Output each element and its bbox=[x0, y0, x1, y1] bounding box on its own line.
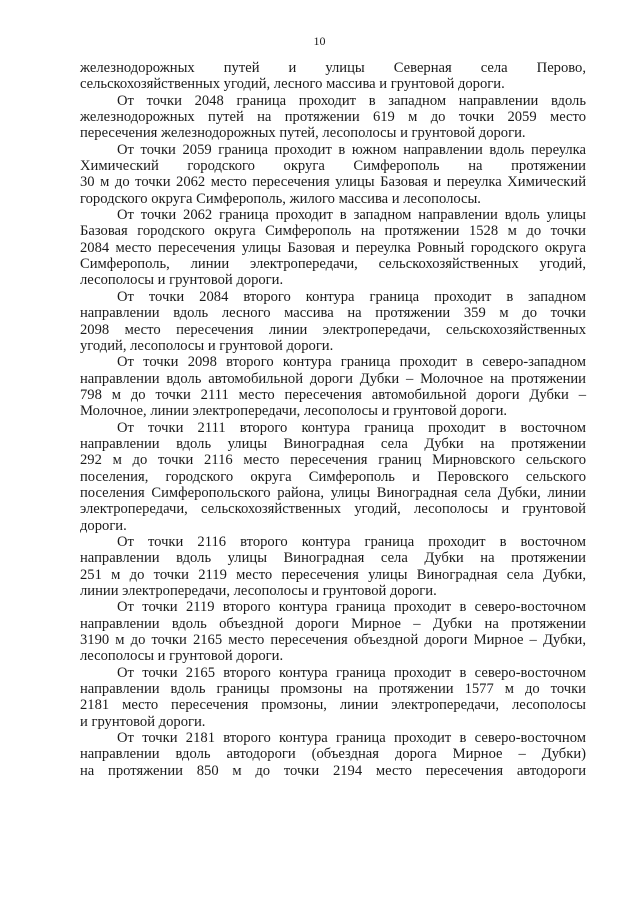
document-body bbox=[80, 60, 586, 779]
text-line: Симферополь, линии электропередачи, сельскохозяйственных угодий, bbox=[80, 256, 586, 273]
text-line: лесополосы и грунтовой дороги. bbox=[80, 648, 284, 665]
text-line: 798 м до точки 2111 место пересечения автомобильной дороги Дубки – bbox=[80, 386, 586, 403]
text-line: поселения Симферопольского района, улицы Виноградная села Дубки, линии bbox=[80, 484, 586, 501]
text-line: направлении вдоль улицы Виноградная села Дубки на протяжении bbox=[80, 435, 586, 452]
text-line: направлении вдоль лесного массива на протяжении 359 м до точки bbox=[80, 305, 586, 322]
paragraph bbox=[80, 289, 586, 354]
paragraph bbox=[80, 534, 586, 599]
text-line: железнодорожных путей и улицы Северная села Перово, bbox=[80, 60, 586, 76]
paragraph bbox=[80, 93, 586, 142]
text-line: городского округа Симферополь, жилого массива и лесополосы. bbox=[80, 190, 481, 207]
text-line: Химический городского округа Симферополь на протяжении bbox=[80, 158, 586, 175]
text-line: От точки 2098 второго контура граница проходит в северо-западном bbox=[117, 354, 586, 371]
text-line: От точки 2062 граница проходит в западном направлении вдоль улицы bbox=[117, 207, 586, 224]
text-line: От точки 2165 второго контура граница проходит в северо-восточном bbox=[117, 664, 586, 681]
text-line: От точки 2111 второго контура граница проходит в восточном bbox=[117, 419, 586, 436]
paragraph bbox=[80, 730, 586, 779]
paragraph bbox=[80, 420, 586, 534]
text-line: 2181 место пересечения промзоны, линии электропередачи, лесополосы bbox=[80, 697, 586, 714]
text-line: электропередачи, сельскохозяйственных угодий, лесополосы и грунтовой bbox=[80, 501, 586, 518]
text-line: угодий, лесополосы и грунтовой дороги. bbox=[80, 337, 334, 354]
text-line: сельскохозяйственных угодий, лесного массива и грунтовой дороги. bbox=[80, 76, 505, 93]
text-line: направлении вдоль объездной дороги Мирное – Дубки на протяжении bbox=[80, 615, 586, 632]
text-line: и грунтовой дороги. bbox=[80, 713, 206, 730]
text-line: От точки 2116 второго контура граница проходит в восточном bbox=[117, 533, 586, 550]
text-line: Молочное, линии электропередачи, лесополосы и грунтовой дороги. bbox=[80, 403, 508, 420]
text-line: направлении вдоль автодороги (объездная дорога Мирное – Дубки) bbox=[80, 746, 586, 763]
page-number: 10 bbox=[313, 34, 326, 48]
text-line: поселения, городского округа Симферополь и Перовского сельского bbox=[80, 468, 586, 485]
paragraph bbox=[80, 207, 586, 289]
text-line: От точки 2059 граница проходит в южном направлении вдоль переулка bbox=[117, 141, 586, 158]
text-line: лесополосы и грунтовой дороги. bbox=[80, 272, 284, 289]
paragraph bbox=[80, 142, 586, 207]
paragraph bbox=[80, 599, 586, 664]
text-line: железнодорожных путей на протяжении 619 м до точки 2059 место bbox=[80, 109, 586, 126]
text-line: направлении вдоль границы промзоны на протяжении 1577 м до точки bbox=[80, 681, 586, 698]
text-line: 251 м до точки 2119 место пересечения улицы Виноградная села Дубки, bbox=[80, 566, 586, 583]
text-line: на протяжении 850 м до точки 2194 место пересечения автодороги bbox=[80, 762, 586, 779]
paragraph bbox=[80, 354, 586, 419]
text-line: направлении вдоль улицы Виноградная села Дубки на протяжении bbox=[80, 550, 586, 567]
text-line: 30 м до точки 2062 место пересечения улицы Базовая и переулка Химический bbox=[80, 174, 586, 191]
text-line: 2098 место пересечения линии электропередачи, сельскохозяйственных bbox=[80, 321, 586, 338]
text-line: От точки 2048 граница проходит в западном направлении вдоль bbox=[117, 92, 586, 109]
paragraph bbox=[80, 60, 586, 93]
text-line: линии электропередачи, лесополосы и грунтовой дороги. bbox=[80, 583, 437, 599]
text-line: 3190 м до точки 2165 место пересечения объездной дороги Мирное – Дубки, bbox=[80, 632, 586, 649]
text-line: Базовая городского округа Симферополь на протяжении 1528 м до точки bbox=[80, 223, 586, 240]
text-line: направлении вдоль автомобильной дороги Дубки – Молочное на протяжении bbox=[80, 370, 586, 387]
text-line: 2084 место пересечения улицы Базовая и переулка Ровный городского округа bbox=[80, 239, 586, 256]
text-line: От точки 2181 второго контура граница проходит в северо-восточном bbox=[117, 730, 586, 747]
text-line: 292 м до точки 2116 место пересечения границ Мирновского сельского bbox=[80, 452, 586, 469]
text-line: От точки 2084 второго контура граница проходит в западном bbox=[117, 288, 586, 305]
paragraph bbox=[80, 665, 586, 730]
text-line: пересечения железнодорожных путей, лесополосы и грунтовой дороги. bbox=[80, 125, 526, 142]
text-line: От точки 2119 второго контура граница проходит в северо-восточном bbox=[117, 599, 586, 616]
text-line: дороги. bbox=[80, 517, 127, 534]
